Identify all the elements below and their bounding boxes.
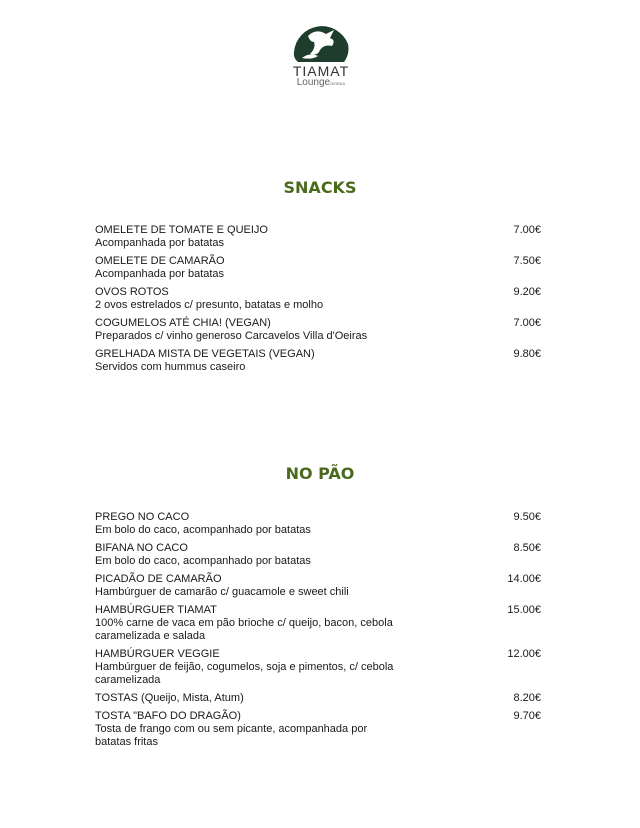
menu-item — [95, 542, 541, 568]
item-description: Preparados c/ vinho generoso Carcavelos Villa d'Oeiras — [95, 330, 368, 342]
item-price: 8.50€ — [513, 542, 541, 554]
logo-location: OEIRAS — [330, 81, 346, 86]
menu-item — [95, 710, 541, 749]
item-price: 7.00€ — [513, 224, 541, 236]
section-title-no-pao: NO PÃO — [285, 464, 355, 483]
item-price: 9.50€ — [513, 511, 541, 523]
item-price: 9.20€ — [513, 286, 541, 298]
menu-item — [95, 648, 541, 687]
item-description: 2 ovos estrelados c/ presunto, batatas e molho — [95, 299, 324, 311]
item-price: 8.20€ — [513, 692, 541, 704]
item-description: 100% carne de vaca em pão brioche c/ queijo, bacon, cebola caramelizada e salada — [95, 617, 393, 642]
item-description: Em bolo do caco, acompanhado por batatas — [95, 555, 311, 567]
item-price: 7.00€ — [513, 317, 541, 329]
item-name: HAMBÚRGUER TIAMAT — [95, 604, 217, 616]
item-name: HAMBÚRGUER VEGGIE — [95, 648, 220, 660]
item-description: Servidos com hummus caseiro — [95, 361, 246, 373]
tiamat-logo — [288, 22, 354, 98]
item-name: PREGO NO CACO — [95, 511, 190, 523]
item-name: TOSTAS (Queijo, Mista, Atum) — [95, 692, 244, 704]
item-description: Acompanhada por batatas — [95, 268, 225, 280]
menu-item — [95, 255, 541, 281]
item-price: 12.00€ — [507, 648, 541, 660]
menu-item — [95, 317, 541, 343]
item-price: 7.50€ — [513, 255, 541, 267]
section-title-snacks: SNACKS — [283, 178, 357, 197]
snacks-list — [95, 224, 541, 379]
dragon-logo-icon — [290, 22, 352, 64]
item-price: 9.70€ — [513, 710, 541, 722]
item-name: OMELETE DE CAMARÃO — [95, 255, 225, 267]
menu-item — [95, 692, 541, 705]
item-name: PICADÃO DE CAMARÃO — [95, 573, 222, 585]
item-price: 9.80€ — [513, 348, 541, 360]
menu-item — [95, 286, 541, 312]
item-description: Em bolo do caco, acompanhado por batatas — [95, 524, 311, 536]
item-description: Acompanhada por batatas — [95, 237, 225, 249]
item-description: Hambúrguer de camarão c/ guacamole e sweet chili — [95, 586, 349, 598]
logo-name: TIAMAT — [292, 63, 350, 79]
menu-item — [95, 348, 541, 374]
item-name: BIFANA NO CACO — [95, 542, 188, 554]
item-name: OMELETE DE TOMATE E QUEIJO — [95, 224, 268, 236]
item-name: GRELHADA MISTA DE VEGETAIS (VEGAN) — [95, 348, 315, 360]
menu-item — [95, 511, 541, 537]
item-description: Hambúrguer de feijão, cogumelos, soja e pimentos, c/ cebola caramelizada — [95, 661, 394, 686]
item-description: Tosta de frango com ou sem picante, acompanhada por batatas fritas — [95, 723, 368, 748]
item-price: 14.00€ — [507, 573, 541, 585]
item-name: COGUMELOS ATÉ CHIA! (VEGAN) — [95, 317, 271, 329]
item-price: 15.00€ — [507, 604, 541, 616]
item-name: OVOS ROTOS — [95, 286, 169, 298]
menu-item — [95, 224, 541, 250]
logo-sub: Lounge — [296, 77, 331, 88]
menu-item — [95, 573, 541, 599]
menu-item — [95, 604, 541, 643]
item-name: TOSTA "BAFO DO DRAGÃO) — [95, 710, 241, 722]
no-pao-list — [95, 511, 541, 754]
